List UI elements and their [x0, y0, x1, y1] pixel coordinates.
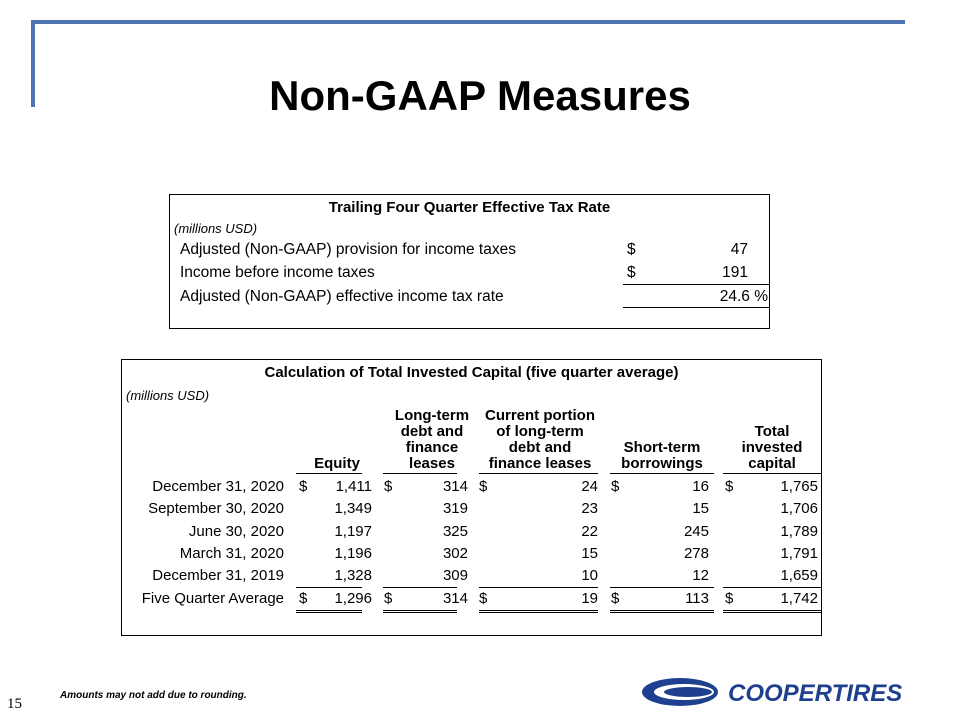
- table-cell: 16: [692, 478, 709, 495]
- header-underline: [723, 473, 821, 474]
- table-cell: 302: [442, 544, 468, 562]
- total-double-line: [479, 612, 598, 613]
- total-double-line: [723, 610, 821, 611]
- column-header-line: Short-term: [623, 439, 701, 456]
- table-cell: 278: [683, 544, 709, 562]
- dollar-sign: $: [725, 589, 734, 607]
- subtotal-line: [723, 587, 821, 588]
- table-cell: 325: [442, 522, 468, 540]
- subtotal-line: [383, 587, 457, 588]
- cooper-tires-logo: [640, 676, 942, 708]
- logo-wordmark: COOPERTIRES: [728, 680, 903, 707]
- invested-capital-table: [121, 359, 822, 636]
- row-label: Five Quarter Average: [141, 589, 284, 607]
- column-header-line: debt and: [400, 423, 464, 440]
- column-header-line: leases: [409, 455, 455, 472]
- table-cell: 1,789: [780, 522, 818, 540]
- tax-total-line: [623, 307, 769, 308]
- frame-top-bar: [31, 20, 905, 24]
- table-cell: 1,296: [334, 589, 372, 607]
- column-header-line: finance leases: [488, 455, 592, 472]
- total-double-line: [610, 612, 714, 613]
- column-header-line: of long-term: [496, 423, 584, 440]
- table-cell: 1,659: [780, 567, 818, 585]
- row-label: December 31, 2019: [152, 567, 284, 585]
- total-double-line: [296, 612, 362, 613]
- table-cell: 15: [581, 544, 598, 562]
- invested-capital-table-title: Calculation of Total Invested Capital (five quarter average): [264, 364, 679, 381]
- total-double-line: [479, 610, 598, 611]
- table-cell: 245: [683, 522, 709, 540]
- table-cell: 19: [581, 589, 598, 607]
- header-underline: [296, 473, 362, 474]
- column-header-line: capital: [748, 455, 796, 472]
- subtotal-line: [610, 587, 714, 588]
- tax-row-label: Adjusted (Non-GAAP) effective income tax rate: [180, 288, 504, 305]
- table-cell: 319: [442, 500, 468, 518]
- tax-row-dollar: $: [627, 241, 636, 258]
- dollar-sign: $: [479, 478, 488, 495]
- header-underline: [383, 473, 457, 474]
- column-header-line: Long-term: [394, 407, 470, 424]
- dollar-sign: $: [384, 589, 393, 607]
- header-underline: [479, 473, 598, 474]
- footnote: Amounts may not add due to rounding.: [60, 690, 247, 701]
- column-header-line: Total: [754, 423, 790, 440]
- table-cell: 12: [692, 567, 709, 585]
- table-cell: 1,742: [780, 589, 818, 607]
- table-cell: 22: [581, 522, 598, 540]
- dollar-sign: $: [299, 478, 308, 495]
- column-header-line: finance: [405, 439, 459, 456]
- total-double-line: [383, 612, 457, 613]
- column-header-line: invested: [741, 439, 803, 456]
- table-cell: 23: [581, 500, 598, 518]
- invested-capital-units: (millions USD): [126, 388, 210, 403]
- tax-row-value: 47: [730, 241, 748, 258]
- tax-rate-table-title: Trailing Four Quarter Effective Tax Rate: [328, 199, 611, 216]
- tax-row-value: 191: [722, 264, 748, 281]
- page-number: 15: [7, 696, 22, 712]
- table-cell: 1,791: [780, 544, 818, 562]
- tax-rate-units: (millions USD): [174, 221, 258, 236]
- table-cell: 113: [685, 589, 709, 607]
- tax-rate-table: [169, 194, 770, 329]
- table-cell: 314: [442, 478, 468, 495]
- table-cell: 314: [442, 589, 468, 607]
- total-double-line: [723, 612, 821, 613]
- slide-title: Non-GAAP Measures: [269, 72, 691, 119]
- table-cell: 24: [581, 478, 598, 495]
- dollar-sign: $: [299, 589, 308, 607]
- dollar-sign: $: [611, 589, 620, 607]
- row-label: June 30, 2020: [188, 522, 284, 540]
- row-label: March 31, 2020: [179, 544, 284, 562]
- table-cell: 1,706: [780, 500, 818, 518]
- total-double-line: [610, 610, 714, 611]
- total-double-line: [296, 610, 362, 611]
- subtotal-line: [296, 587, 362, 588]
- table-cell: 1,197: [334, 522, 372, 540]
- table-cell: 10: [581, 567, 598, 585]
- tax-row-label: Income before income taxes: [180, 264, 375, 281]
- header-underline: [610, 473, 714, 474]
- column-header-line: debt and: [508, 439, 572, 456]
- row-label: September 30, 2020: [148, 500, 284, 518]
- total-double-line: [383, 610, 457, 611]
- row-label: December 31, 2020: [152, 478, 284, 495]
- table-cell: 1,196: [334, 544, 372, 562]
- table-cell: 15: [692, 500, 709, 518]
- dollar-sign: $: [725, 478, 734, 495]
- tax-row-label: Adjusted (Non-GAAP) provision for income taxes: [180, 241, 516, 258]
- tax-row-value: 24.6 %: [719, 288, 768, 305]
- subtotal-line: [479, 587, 598, 588]
- table-cell: 1,411: [335, 478, 372, 495]
- table-cell: 1,349: [334, 500, 372, 518]
- column-header-line: Equity: [314, 455, 360, 472]
- dollar-sign: $: [611, 478, 620, 495]
- column-header-line: Current portion: [485, 407, 595, 424]
- column-header-line: borrowings: [621, 455, 703, 472]
- table-cell: 309: [442, 567, 468, 585]
- tax-subtotal-line: [623, 284, 769, 285]
- tax-row-dollar: $: [627, 264, 636, 281]
- table-cell: 1,328: [334, 567, 372, 585]
- table-cell: 1,765: [780, 478, 818, 495]
- dollar-sign: $: [384, 478, 393, 495]
- dollar-sign: $: [479, 589, 488, 607]
